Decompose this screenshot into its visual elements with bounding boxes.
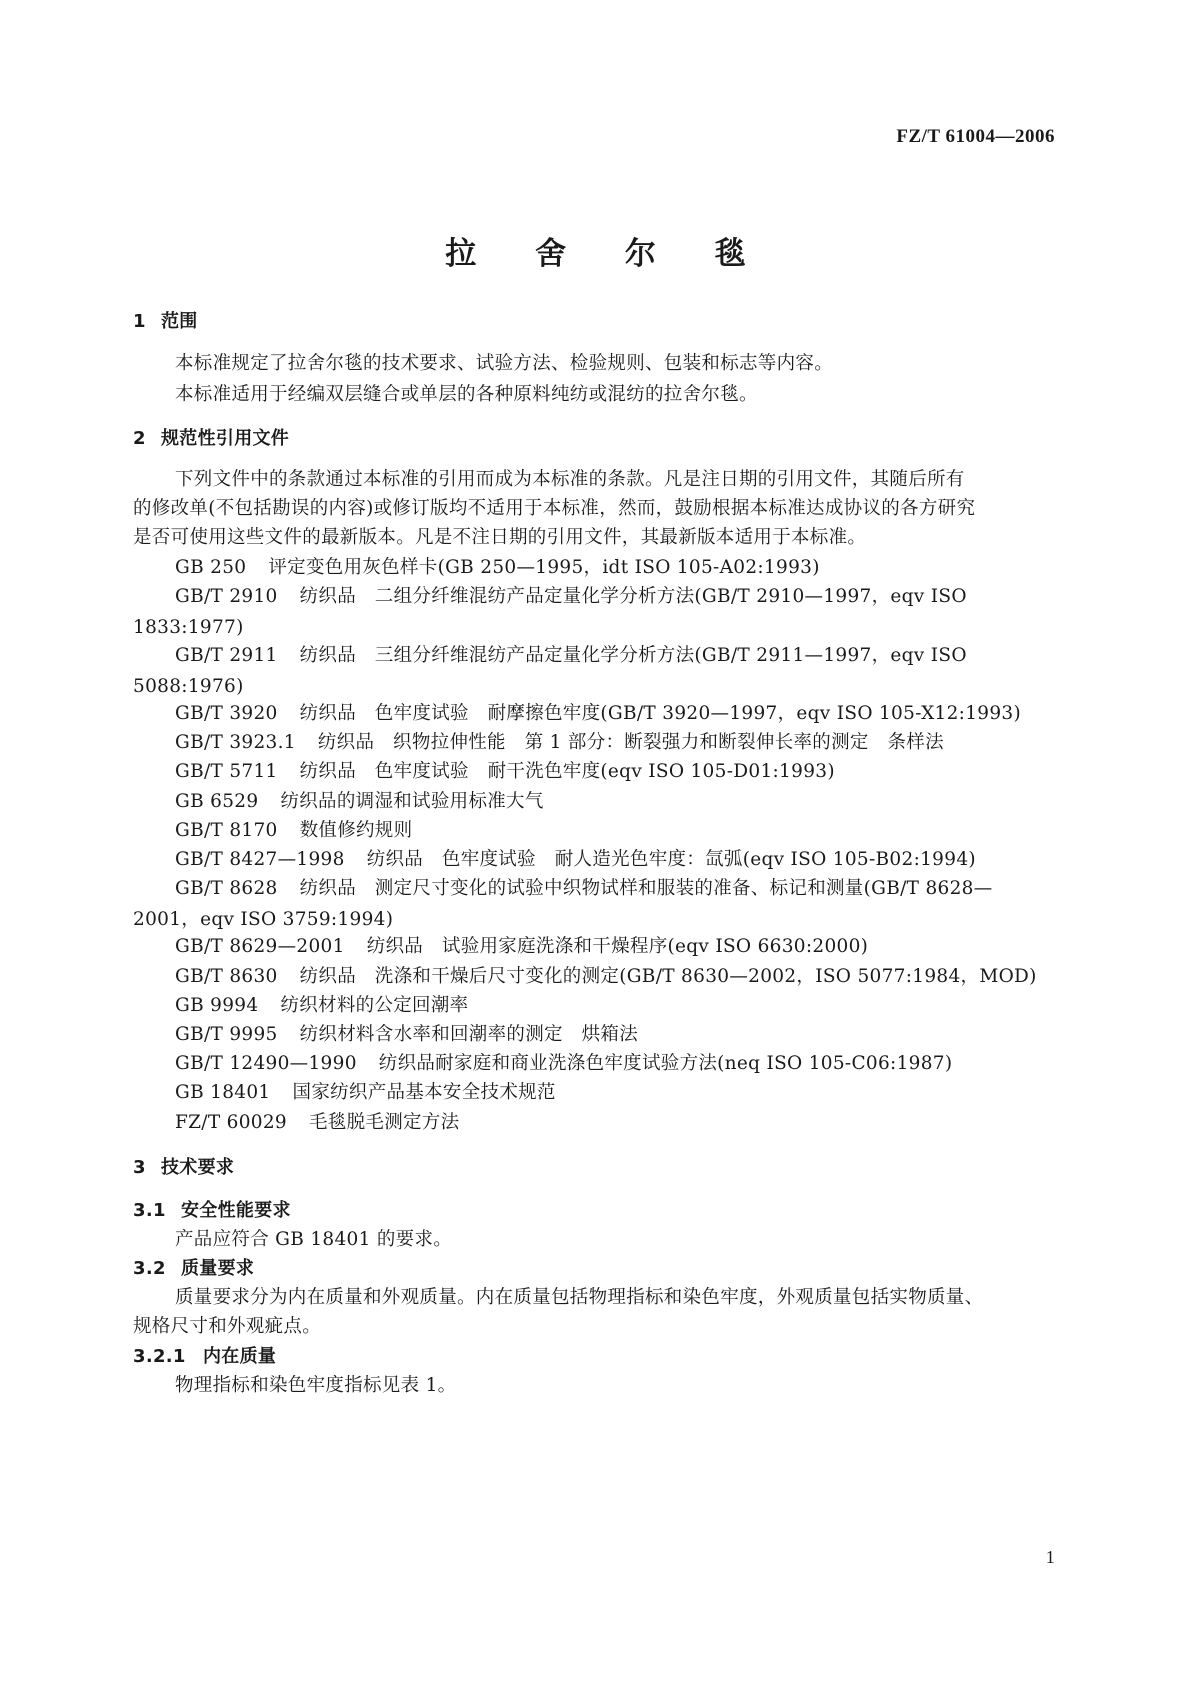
reference-text: 纺织品耐家庭和商业洗涤色牢度试验方法(neq ISO 105-C06:1987) [378,1053,953,1074]
section-number: 3.1 [133,1200,166,1221]
reference-text: 纺织材料的公定回潮率 [280,995,469,1016]
paragraph: 物理指标和染色牢度指标见表 1。 [175,1375,457,1396]
section-number: 3.2 [133,1258,166,1279]
reference-text: 纺织品 色牢度试验 耐人造光色牢度：氙弧(eqv ISO 105-B02:1994) [366,849,976,870]
section-number: 2 [133,428,146,449]
reference-item [175,816,412,842]
reference-text: 纺织品 色牢度试验 耐摩擦色牢度(GB/T 3920—1997，eqv ISO 105-X12:1993) [299,703,1022,724]
reference-code: GB/T 8630 [175,966,278,987]
reference-code: FZ/T 60029 [175,1112,287,1133]
reference-text: 数值修约规则 [299,820,413,841]
reference-text: 纺织品 测定尺寸变化的试验中织物试样和服装的准备、标记和测量(GB/T 8628—2001，eqv ISO 3759:1994) [133,878,993,930]
reference-item [175,1078,556,1104]
reference-item [175,1108,459,1134]
page-number: 1 [1045,1547,1055,1567]
reference-text: 纺织品 色牢度试验 耐干洗色牢度(eqv ISO 105-D01:1993) [299,761,835,782]
reference-code: GB/T 2910 [175,586,278,607]
paragraph: 的修改单(不包括勘误的内容)或修订版均不适用于本标准，然而，鼓励根据本标准达成协议的各方研究 [133,498,976,519]
reference-item [175,787,544,813]
reference-text: 纺织品 三组分纤维混纺产品定量化学分析方法(GB/T 2911—1997，eqv ISO 5088:1976) [133,645,967,697]
reference-item [175,1020,638,1046]
reference-code: GB/T 5711 [175,761,278,782]
reference-item [133,640,1058,702]
document-title: 拉 舍 尔 毯 [445,236,770,272]
reference-code: GB/T 3920 [175,703,278,724]
paragraph: 是否可使用这些文件的最新版本。凡是不注日期的引用文件，其最新版本适用于本标准。 [133,527,867,548]
reference-item [133,873,1058,935]
section-title: 技术要求 [161,1157,235,1178]
reference-code: GB 250 [175,557,247,578]
reference-text: 纺织材料含水率和回潮率的测定 烘箱法 [299,1024,639,1045]
section-3-2-heading [133,1254,254,1280]
section-1-heading [133,307,198,333]
paragraph: 质量要求分为内在质量和外观质量。内在质量包括物理指标和染色牢度，外观质量包括实物质量、 [175,1287,984,1308]
paragraph: 本标准规定了拉舍尔毯的技术要求、试验方法、检验规则、包装和标志等内容。 [175,353,834,374]
reference-code: GB/T 9995 [175,1024,278,1045]
reference-code: GB 9994 [175,995,259,1016]
reference-item [175,553,820,579]
reference-text: 纺织品 二组分纤维混纺产品定量化学分析方法(GB/T 2910—1997，eqv ISO 1833:1977) [133,586,967,638]
reference-item [175,845,976,871]
reference-code: GB/T 8427—1998 [175,849,345,870]
reference-item [175,991,468,1017]
reference-text: 纺织品 织物拉伸性能 第 1 部分：断裂强力和断裂伸长率的测定 条样法 [317,732,944,753]
reference-code: GB/T 12490—1990 [175,1053,357,1074]
section-number: 1 [133,311,146,332]
section-title: 内在质量 [203,1346,277,1367]
reference-item [133,581,1058,643]
reference-code: GB/T 8628 [175,878,278,899]
reference-code: GB/T 8170 [175,820,278,841]
section-title: 质量要求 [181,1258,255,1279]
section-3-1-heading [133,1196,291,1222]
reference-text: 纺织品的调湿和试验用标准大气 [280,791,544,812]
paragraph: 产品应符合 GB 18401 的要求。 [175,1229,453,1250]
section-3-heading [133,1153,234,1179]
reference-item [175,728,944,754]
paragraph: 下列文件中的条款通过本标准的引用而成为本标准的条款。凡是注日期的引用文件，其随后所有 [175,469,965,490]
standard-code: FZ/T 61004—2006 [896,126,1055,147]
paragraph: 规格尺寸和外观疵点。 [133,1316,322,1337]
reference-text: 国家纺织产品基本安全技术规范 [292,1082,556,1103]
reference-code: GB 18401 [175,1082,271,1103]
reference-item [175,932,868,958]
reference-item [175,757,835,783]
reference-code: GB/T 2911 [175,645,278,666]
reference-text: 评定变色用灰色样卡(GB 250—1995，idt ISO 105-A02:1993) [268,557,820,578]
reference-code: GB 6529 [175,791,259,812]
section-title: 安全性能要求 [181,1200,291,1221]
reference-code: GB/T 3923.1 [175,732,296,753]
reference-text: 毛毯脱毛测定方法 [309,1112,460,1133]
section-number: 3 [133,1157,146,1178]
reference-item [175,699,1021,725]
section-2-heading [133,424,289,450]
reference-item [175,962,1037,988]
section-title: 规范性引用文件 [161,428,290,449]
section-3-2-1-heading [133,1342,276,1368]
reference-text: 纺织品 试验用家庭洗涤和干燥程序(eqv ISO 6630:2000) [366,936,869,957]
section-title: 范围 [161,311,198,332]
reference-text: 纺织品 洗涤和干燥后尺寸变化的测定(GB/T 8630—2002，ISO 5077:1984，MOD) [299,966,1037,987]
section-number: 3.2.1 [133,1346,186,1367]
reference-item [175,1049,952,1075]
paragraph: 本标准适用于经编双层缝合或单层的各种原料纯纺或混纺的拉舍尔毯。 [175,384,758,405]
reference-code: GB/T 8629—2001 [175,936,345,957]
